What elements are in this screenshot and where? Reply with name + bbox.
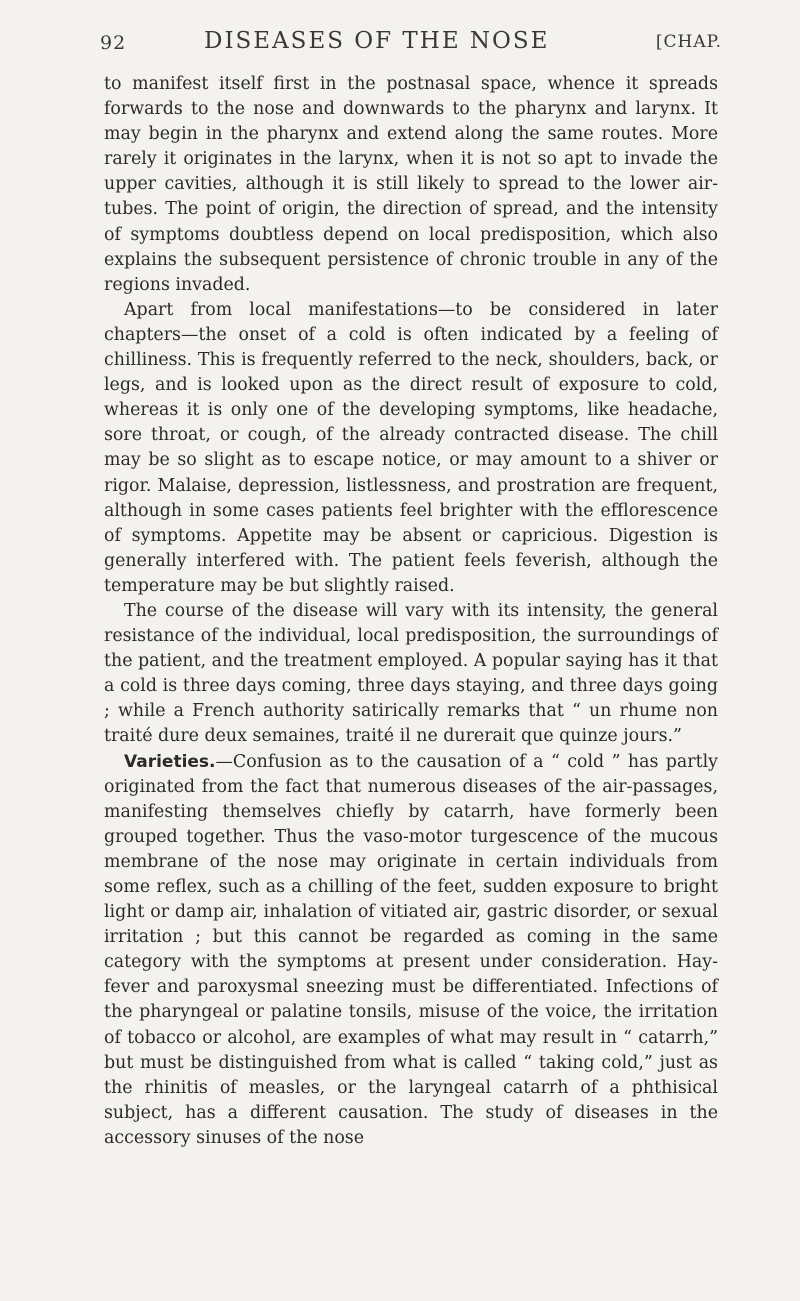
running-head — [100, 28, 722, 72]
body-text — [104, 72, 718, 1151]
varieties-text: —Confusion as to the causation of a “ cold ” has partly originated from the fact that numerous diseases of the air-passages, manifesting themselves chiefly by catarrh, have formerly been grouped together. Thus the vaso-motor turgescence of the mucous membrane of the nose may originate in certain individuals from some reflex, such as a chilling of the feet, sudden exposure to bright light or damp air, inhalation of vitiated air, gastric disorder, or sexual irritation ; but this cannot be regarded as coming in the same category with the symptoms at present under consideration. Hay-fever and paroxysmal sneezing must be differentiated. Infections of the pharyngeal or palatine tonsils, misuse of the voice, the irritation of tobacco or alcohol, are examples of what may result in “ catarrh,” but must be distinguished from what is called “ taking cold,” just as the rhinitis of measles, or the laryngeal catarrh of a phthisical subject, has a different causation. The study of diseases in the accessory sinuses of the nose — [104, 751, 718, 1148]
book-title: DISEASES OF THE NOSE — [204, 28, 550, 54]
chapter-label: [CHAP. — [655, 32, 722, 52]
paragraph-continuation: to manifest itself first in the postnasal space, whence it spreads forwards to the nose and downwards to the pharynx and larynx. It may begin in the pharynx and extend along the same routes. More rarely it originates in the larynx, when it is not so apt to invade the upper cavities, although it is still likely to spread to the lower air-tubes. The point of origin, the direction of spread, and the intensity of symptoms doubtless depend on local predisposition, which also explains the subsequent persistence of chronic trouble in any of the regions invaded. — [104, 74, 718, 295]
paragraph-onset: Apart from local manifestations—to be considered in later chapters—the onset of a cold is often indicated by a feeling of chilliness. This is frequently referred to the neck, shoulders, back, or legs, and is looked upon as the direct result of exposure to cold, whereas it is only one of the developing symptoms, like headache, sore throat, or cough, of the already contracted disease. The chill may be so slight as to escape notice, or may amount to a shiver or rigor. Malaise, depression, listlessness, and prostration are frequent, although in some cases patients feel brighter with the efflorescence of symptoms. Appetite may be absent or capricious. Digestion is generally interfered with. The patient feels feverish, although the temperature may be but slightly raised. — [104, 299, 718, 596]
paragraph-varieties — [104, 750, 718, 1152]
page-number: 92 — [100, 32, 127, 54]
paragraph-course: The course of the disease will vary with its intensity, the general resistance of the individual, local predisposition, the surroundings of the patient, and the treatment employed. A popular saying has it that a cold is three days coming, three days staying, and three days going ; while a French authority satirically remarks that “ un rhume non traité dure deux semaines, traité il ne durerait que quinze jours.” — [104, 600, 718, 747]
section-heading-varieties: Varieties. — [124, 751, 216, 772]
